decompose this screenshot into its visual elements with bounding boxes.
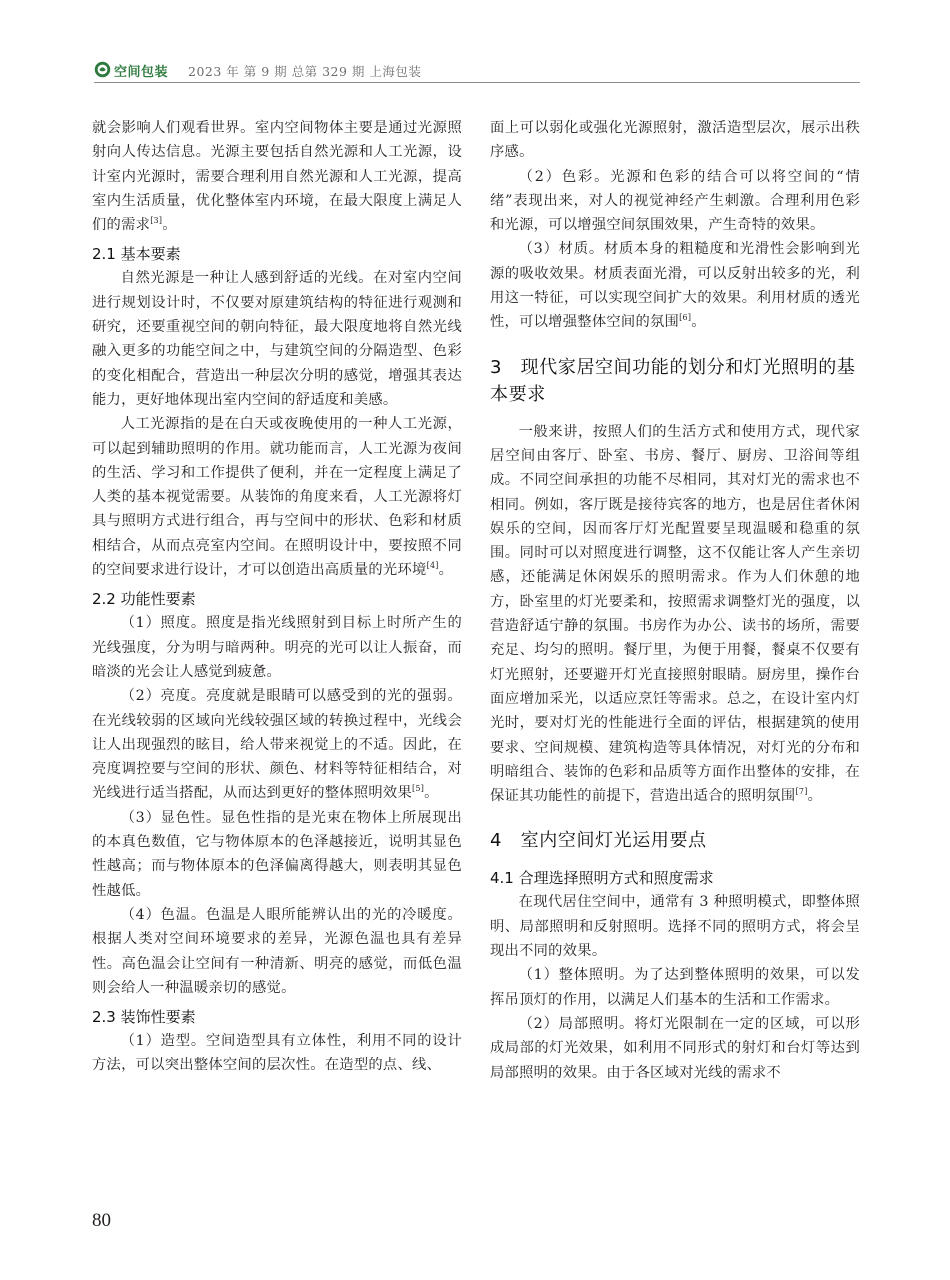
citation-7: [7] [795,787,808,797]
paragraph-local-lighting: （2）局部照明。将灯光限制在一定的区域，可以形成局部的灯光效果，如利用不同形式的射灯和台灯等达到局部照明的效果。由于各区域对光线的需求不 [490,1015,860,1081]
paragraph-form: （1）造型。空间造型具有立体性，利用不同的设计方法，可以突出整体空间的层次性。在造型的点、线、 [92,1033,462,1074]
citation-5: [5] [412,784,425,794]
paragraph-general-lighting: （1）整体照明。为了达到整体照明的效果，可以发挥吊顶灯的作用，以满足人们基本的生活和工作需求。 [490,967,860,1008]
journal-logo-icon [94,61,111,78]
page-number: 80 [92,1210,111,1231]
paragraph-form-continued: 面上可以弱化或强化光源照射，激活造型层次，展示出秩序感。 [490,120,860,161]
paragraph-color-temperature: （4）色温。色温是人眼所能辨认出的光的冷暖度。根据人类对空间环境要求的差异，光源色温也具有差异性。高色温会让空间有一种清新、明亮的感觉，而低色温则会给人一种温暖亲切的感觉。 [92,906,462,996]
heading-4-1: 4.1 合理选择照明方式和照度需求 [490,869,714,888]
paragraph-color-rendering: （3）显色性。显色性指的是光束在物体上所展现出的本真色数值，它与物体原本的色泽越接近，说明其显色性越高；而与物体原本的色泽偏离得越大，则表明其显色性越低。 [92,809,462,899]
right-column [490,116,860,1085]
paragraph-material: （3）材质。材质本身的粗糙度和光滑性会影响到光源的吸收效果。材质表面光滑，可以反射出较多的光，利用这一特征，可以实现空间扩大的效果。利用材质的透光性，可以增强整体空间的氛围[6]。 [490,241,860,331]
issue-info: 2023 年 第 9 期 总第 329 期 上海包装 [188,64,422,79]
heading-4: 4 室内空间灯光运用要点 [490,830,707,852]
paragraph-home-spaces: 一般来讲，按照人们的生活方式和使用方式，现代家居空间由客厅、卧室、书房、餐厅、厨房、卫浴间等组成。不同空间承担的功能不尽相同，其对灯光的需求也不相同。例如，客厅既是接待宾客的地方，也是居住者休闲娱乐的空间，因而客厅灯光配置要呈现温暖和稳重的氛围。同时可以对照度进行调整，这不仅能让客人产生亲切感，还能满足休闲娱乐的照明需求。作为人们休憩的地方，卧室里的灯光要柔和，按照需求调整灯光的强度，以营造舒适宁静的氛围。书房作为办公、读书的场所，需要充足、均匀的照明。餐厅里，为便于用餐，餐桌不仅要有灯光照射，还要避开灯光直接照射眼睛。厨房里，操作台面应增加采光，以适应烹饪等需求。总之，在设计室内灯光时，要对灯光的性能进行全面的评估，根据建筑的使用要求、空间规模、建筑构造等具体情况，对灯光的分布和明暗组合、装饰的色彩和品质等方面作出整体的安排，在保证其功能性的前提下，营造出适合的照明氛围[7]。 [490,423,860,805]
citation-3: [3] [150,216,163,226]
heading-2-3: 2.3 装饰性要素 [92,1008,196,1027]
paragraph-color: （2）色彩。光源和色彩的结合可以将空间的“情绪”表现出来，对人的视觉神经产生刺激。合理利用色彩和光源，可以增强空间氛围效果，产生奇特的效果。 [490,168,860,234]
paragraph-illuminance: （1）照度。照度是指光线照射到目标上时所产生的光线强度，分为明与暗两种。明亮的光可以让人振奋，而暗淡的光会让人感觉到疲惫。 [92,615,462,680]
citation-4: [4] [426,561,439,571]
running-header [94,60,860,83]
heading-2-1: 2.1 基本要素 [92,245,181,264]
paragraph-intro: 就会影响人们观看世界。室内空间物体主要是通过光源照射向人传达信息。光源主要包括自然光源和人工光源，设计室内光源时，需要合理利用自然光源和人工光源，提高室内生活质量，优化整体室内环境，在最大限度上满足人们的需求[3]。 [92,120,462,234]
paragraph-artificial-light: 人工光源指的是在白天或夜晚使用的一种人工光源，可以起到辅助照明的作用。就功能而言，人工光源为夜间的生活、学习和工作提供了便利，并在一定程度上满足了人类的基本视觉需要。从装饰的角度来看，人工光源将灯具与照明方式进行组合，再与空间中的形状、色彩和材质相结合，从而点亮室内空间。在照明设计中，要按照不同的空间要求进行设计，才可以创造出高质量的光环境[4]。 [92,416,462,579]
left-column [92,116,462,1078]
journal-name: 空间包装 [114,65,169,80]
heading-2-2: 2.2 功能性要素 [92,590,196,609]
paragraph-lighting-modes: 在现代居住空间中，通常有 3 种照明模式，即整体照明、局部照明和反射照明。选择不同的照明方式，将会呈现出不同的效果。 [490,894,860,960]
paragraph-brightness: （2）亮度。亮度就是眼睛可以感受到的光的强弱。在光线较弱的区域向光线较强区域的转换过程中，光线会让人出现强烈的眩目，给人带来视觉上的不适。因此，在亮度调控要与空间的形状、颜色、材料等特征相结合，对光线进行适当搭配，从而达到更好的整体照明效果[5]。 [92,688,462,802]
heading-3: 3 现代家居空间功能的划分和灯光照明的基本要求 [490,356,856,405]
citation-6: [6] [679,313,692,323]
paragraph-natural-light: 自然光源是一种让人感到舒适的光线。在对室内空间进行规划设计时，不仅要对原建筑结构的特征进行观测和研究，还要重视空间的朝向特征，最大限度地将自然光线融入更多的功能空间之中，与建筑空间的分隔造型、色彩的变化相配合，营造出一种层次分明的感觉，增强其表达能力，更好地体现出室内空间的舒适度和美感。 [92,270,462,408]
